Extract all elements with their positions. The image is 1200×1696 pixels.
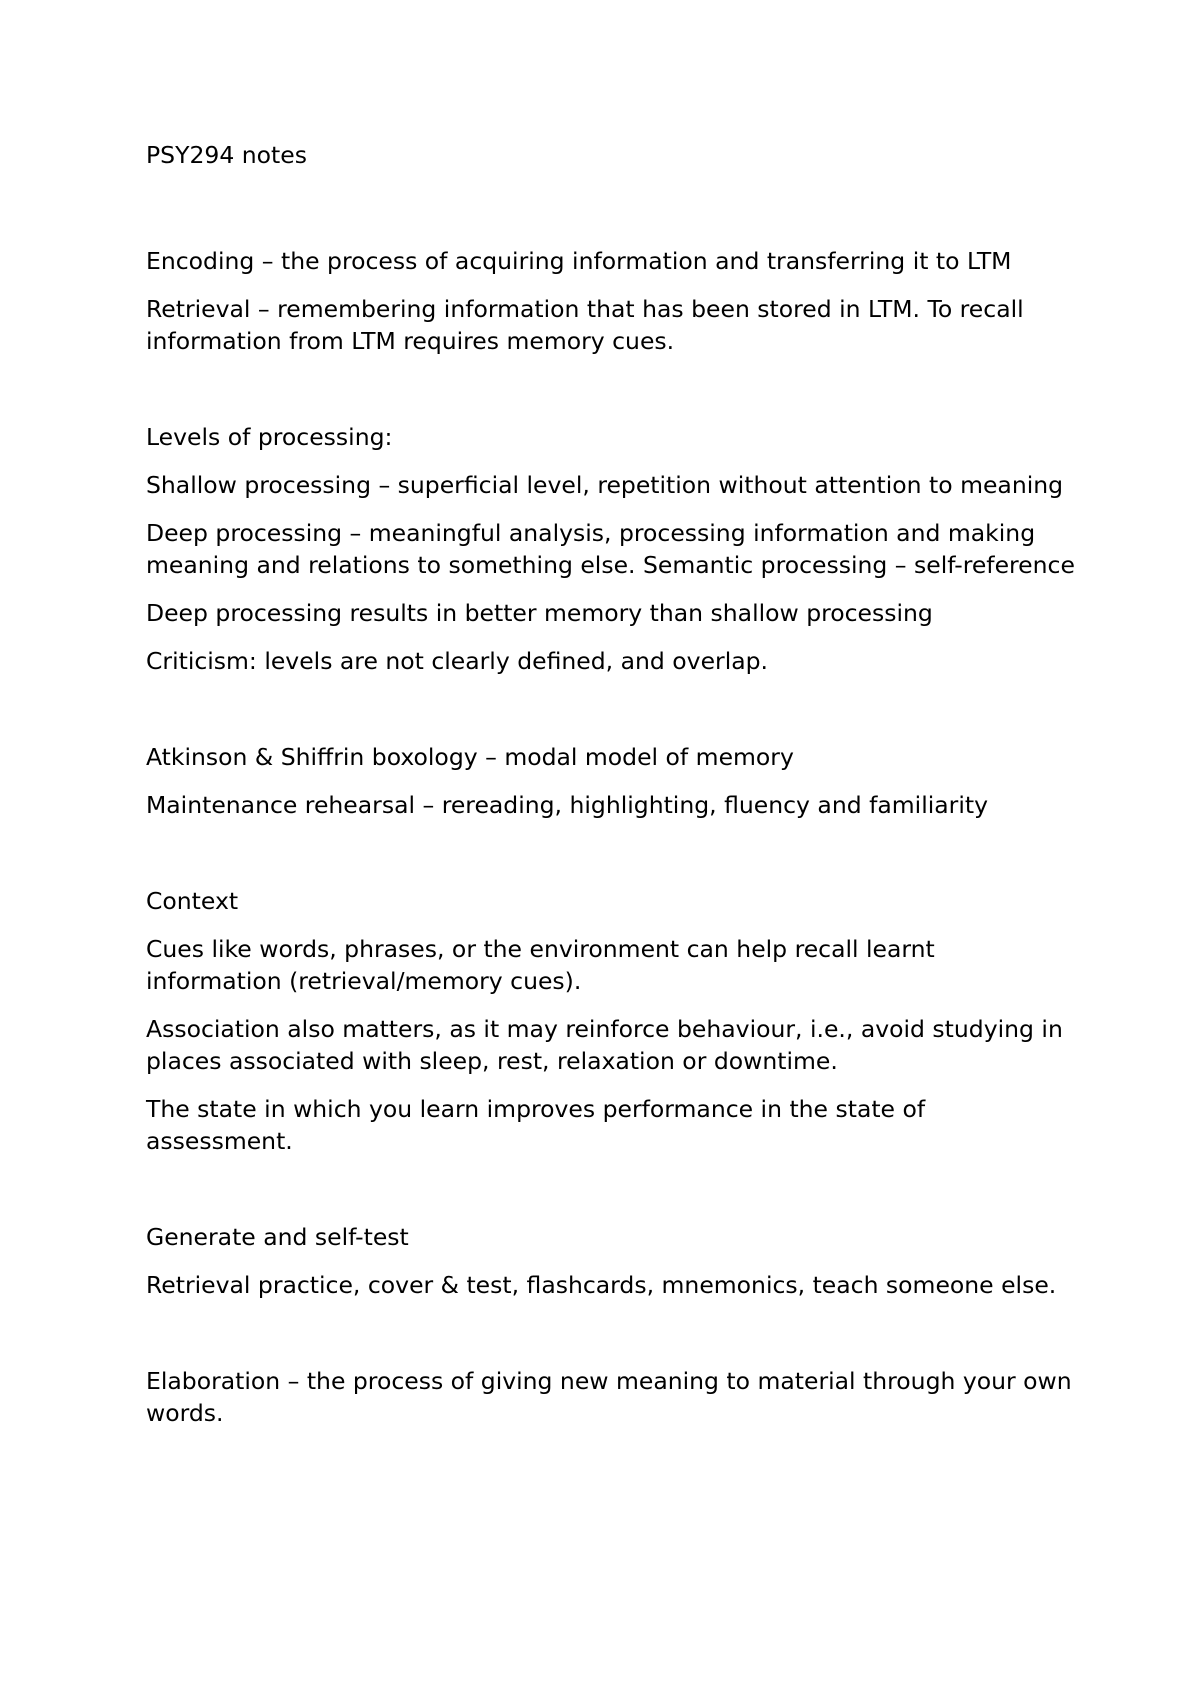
section-elaboration xyxy=(146,1365,1076,1429)
section-encoding-retrieval xyxy=(146,245,1076,357)
paragraph: Criticism: levels are not clearly defined, and overlap. xyxy=(146,647,769,675)
paragraph: Encoding – the process of acquiring information and transferring it to LTM xyxy=(146,247,1012,275)
section-heading: Context xyxy=(146,887,239,915)
spacer xyxy=(146,837,1076,885)
paragraph: The state in which you learn improves performance in the state of assessment. xyxy=(146,1095,926,1155)
section-heading: Levels of processing: xyxy=(146,423,393,451)
section-generate-self-test xyxy=(146,1221,1076,1301)
paragraph: Retrieval practice, cover & test, flashcards, mnemonics, teach someone else. xyxy=(146,1271,1057,1299)
paragraph: Maintenance rehearsal – rereading, highlighting, fluency and familiarity xyxy=(146,791,988,819)
spacer xyxy=(146,187,1076,245)
section-context xyxy=(146,885,1076,1157)
spacer xyxy=(146,373,1076,421)
paragraph: Cues like words, phrases, or the environment can help recall learnt information (retrieval/memory cues). xyxy=(146,935,935,995)
paragraph: Deep processing – meaningful analysis, processing information and making meaning and relations to something else. Semantic processing – self-reference xyxy=(146,519,1075,579)
spacer xyxy=(146,693,1076,741)
spacer xyxy=(146,1173,1076,1221)
document-title: PSY294 notes xyxy=(146,141,307,169)
section-modal-model xyxy=(146,741,1076,821)
paragraph: Retrieval – remembering information that has been stored in LTM. To recall information from LTM requires memory cues. xyxy=(146,295,1024,355)
document-body xyxy=(146,139,1076,1445)
section-heading: Generate and self-test xyxy=(146,1223,409,1251)
paragraph: Atkinson & Shiffrin boxology – modal model of memory xyxy=(146,743,794,771)
paragraph: Deep processing results in better memory than shallow processing xyxy=(146,599,933,627)
paragraph: Elaboration – the process of giving new meaning to material through your own words. xyxy=(146,1367,1072,1427)
section-levels-of-processing xyxy=(146,421,1076,677)
paragraph: Shallow processing – superficial level, repetition without attention to meaning xyxy=(146,471,1064,499)
spacer xyxy=(146,1317,1076,1365)
paragraph: Association also matters, as it may reinforce behaviour, i.e., avoid studying in places associated with sleep, rest, relaxation or downtime. xyxy=(146,1015,1063,1075)
